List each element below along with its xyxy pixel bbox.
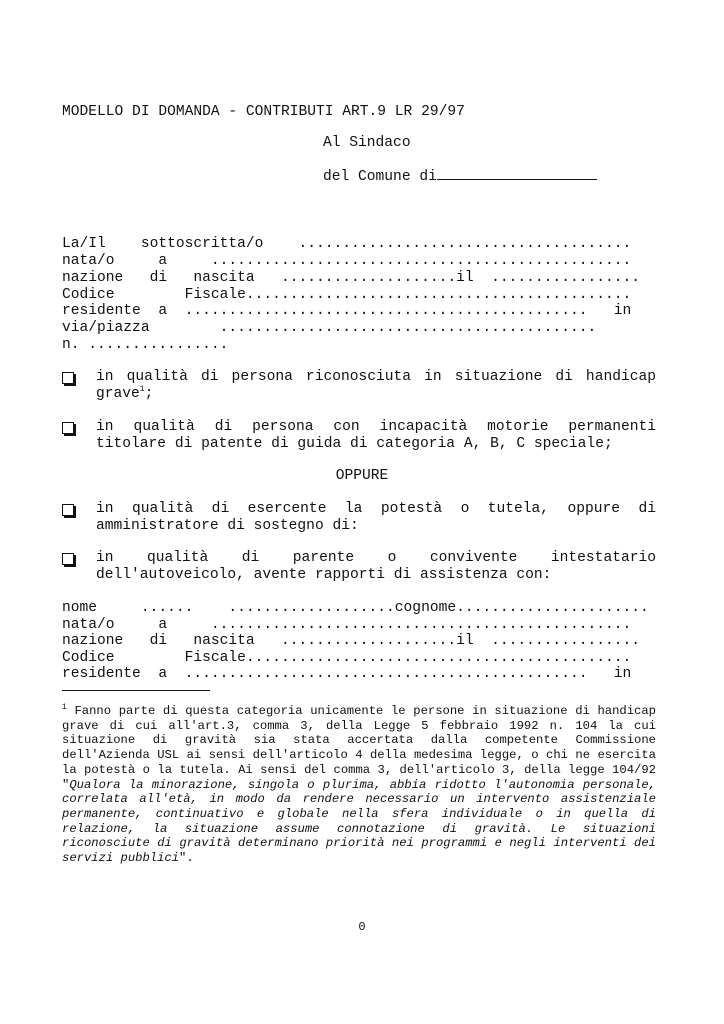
page-number: 0 xyxy=(358,920,366,934)
option-handicap-word: grave xyxy=(96,386,140,402)
checkbox-icon[interactable] xyxy=(62,372,74,384)
applicant-birth-nation-row: nazione di nascita ....................il ................. xyxy=(62,270,641,286)
applicant-name-row: La/Il sottoscritta/o ...................................... xyxy=(62,236,632,252)
addressee-municipality xyxy=(323,166,597,186)
footnote-quote: Qualora la minorazione, singola o plurima, abbia ridotto l'autonomia personale, correlata all'età, in modo da rendere necessario un intervento assistenziale permanente, continuativo e globale nella sfera individuale o in quella di relazione, la situazione assume connotazione di gravità. Le situazioni riconosciute di gravità determinano priorità nei programmi e negli interventi dei servizi pubblici xyxy=(62,777,656,866)
option-handicap-line2 xyxy=(96,386,656,403)
option-motor-line1: in qualità di persona con incapacità motorie permanenti xyxy=(96,419,656,435)
assisted-birthplace-row: nata/o a ................................................ xyxy=(62,617,632,633)
option-handicap-line1: in qualità di persona riconosciuta in situazione di handicap xyxy=(96,369,656,385)
option-guardian xyxy=(96,501,656,535)
option-relative xyxy=(96,550,656,584)
applicant-birthplace-row: nata/o a ................................................ xyxy=(62,253,632,269)
assisted-birth-nation-row: nazione di nascita ....................il ................. xyxy=(62,633,641,649)
document-title: MODELLO DI DOMANDA - CONTRIBUTI ART.9 LR 29/97 xyxy=(62,104,465,120)
addressee-municipality-label: del Comune di xyxy=(323,169,437,185)
footnote-end: ". xyxy=(179,851,194,866)
assisted-residence-row: residente a .............................................. in xyxy=(62,666,632,682)
option-relative-line1: in qualità di parente o convivente intestatario xyxy=(96,550,656,566)
addressee-mayor: Al Sindaco xyxy=(323,135,411,151)
applicant-number-row: n. ................ xyxy=(62,337,229,353)
option-motor-line2: titolare di patente di guida di categoria A, B, C speciale; xyxy=(96,436,613,452)
applicant-street-row: via/piazza ........................................... xyxy=(62,320,597,336)
option-handicap xyxy=(96,369,656,403)
separator-oppure: OPPURE xyxy=(335,468,389,484)
option-motor-disability xyxy=(96,419,656,453)
applicant-tax-code-row: Codice Fiscale............................................ xyxy=(62,287,632,303)
assisted-tax-code-row: Codice Fiscale............................................ xyxy=(62,650,632,666)
footnote-marker: 1 xyxy=(62,702,67,712)
assisted-name-row: nome ...... ...................cognome...................... xyxy=(62,600,649,616)
footnote-text: Fanno parte di questa categoria unicamente le persone in situazione di handicap grave di cui all'art.3, comma 3, della Legge 5 febbraio 1992 n. 104 la cui situazione di gravità sia stata accertata dalla competente Commissione dell'Azienda USL ai sensi dell'articolo 4 della medesima legge, o chi ne esercita la potestà o la tutela. Ai sensi del comma 3, dell'articolo 3, della legge 104/92 " xyxy=(62,704,656,792)
checkbox-icon[interactable] xyxy=(62,553,74,565)
applicant-residence-row: residente a .............................................. in xyxy=(62,303,632,319)
footnote-ref: 1 xyxy=(139,385,145,395)
option-handicap-end: ; xyxy=(144,386,154,402)
footnote-separator xyxy=(62,690,210,691)
checkbox-icon[interactable] xyxy=(62,504,74,516)
option-relative-line2: dell'autoveicolo, avente rapporti di assistenza con: xyxy=(96,567,552,583)
municipality-blank-field[interactable] xyxy=(437,166,597,180)
checkbox-icon[interactable] xyxy=(62,422,74,434)
footnote xyxy=(62,704,656,866)
option-guardian-line1: in qualità di esercente la potestà o tutela, oppure di xyxy=(96,501,656,517)
option-guardian-line2: amministratore di sostegno di: xyxy=(96,518,359,534)
